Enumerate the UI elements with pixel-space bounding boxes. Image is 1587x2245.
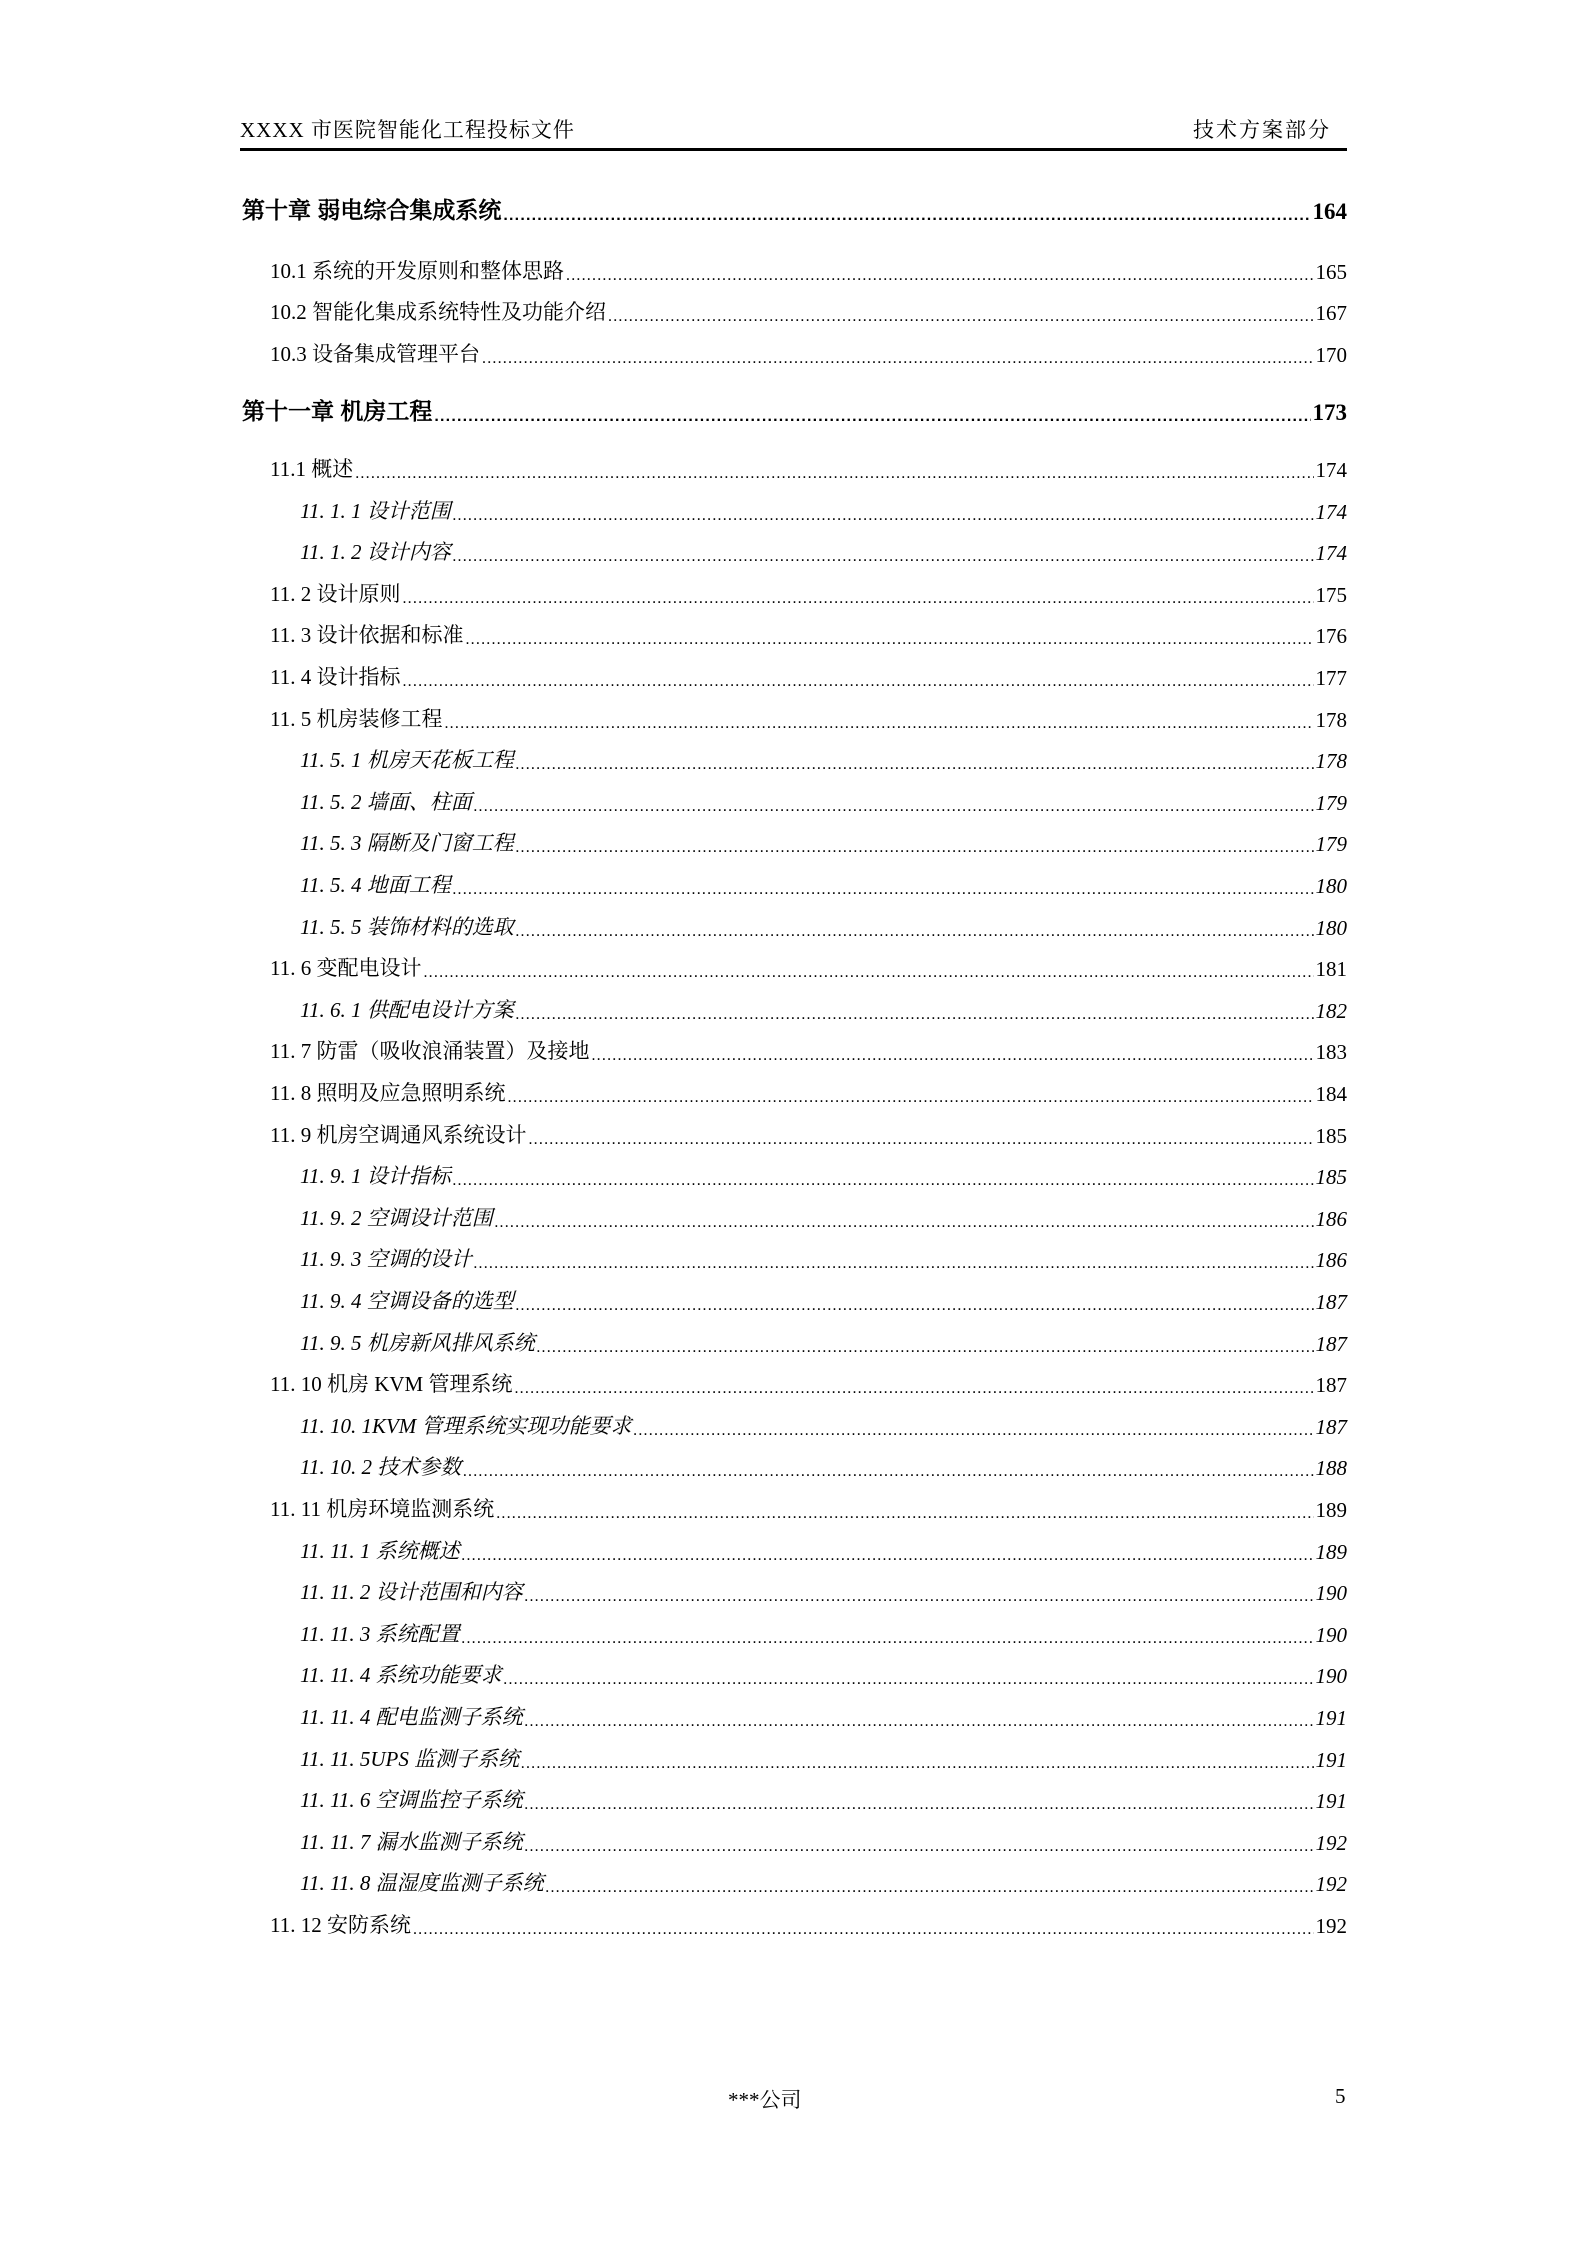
- toc-entry-title: 11. 10 机房 KVM 管理系统: [270, 1372, 513, 1397]
- toc-entry[interactable]: [242, 1160, 1347, 1190]
- toc-entry[interactable]: [242, 1659, 1347, 1689]
- toc-entry-title: 11. 11 机房环境监测系统: [270, 1497, 495, 1521]
- toc-entry[interactable]: [242, 1243, 1347, 1273]
- toc-entry-title: 11. 11. 8 温湿度监测子系统: [300, 1871, 544, 1896]
- dot-leader: [525, 1792, 1314, 1814]
- toc-entry[interactable]: [242, 1576, 1347, 1606]
- toc-entry-page-number: 174: [1315, 499, 1347, 524]
- toc-entry-page-number: 191: [1315, 1747, 1347, 1772]
- toc-entry-page-number: 190: [1315, 1664, 1347, 1689]
- toc-entry[interactable]: [242, 1451, 1347, 1481]
- toc-entry-page-number: 188: [1315, 1456, 1347, 1481]
- toc-entry-title: 11. 5. 4 地面工程: [300, 873, 451, 897]
- toc-entry[interactable]: [242, 1743, 1347, 1773]
- dot-leader: [402, 669, 1313, 691]
- toc-entry-title: 11. 11. 1 系统概述: [300, 1538, 460, 1563]
- toc-entry-page-number: 182: [1315, 998, 1347, 1023]
- page-header: [240, 112, 1347, 151]
- toc-entry-page-number: 186: [1315, 1248, 1347, 1273]
- dot-leader: [546, 1875, 1314, 1897]
- toc-entry-title: 11.1 概述: [270, 457, 354, 481]
- toc-entry-page-number: 187: [1315, 1290, 1347, 1314]
- toc-entry[interactable]: [242, 1909, 1347, 1939]
- toc-entry-title: 11. 4 设计指标: [270, 665, 401, 689]
- toc-entry[interactable]: [242, 195, 1347, 225]
- toc-entry[interactable]: [242, 952, 1347, 982]
- dot-leader: [465, 627, 1313, 649]
- toc-entry[interactable]: [242, 1410, 1347, 1440]
- dot-leader: [516, 835, 1314, 857]
- dot-leader: [402, 586, 1313, 608]
- dot-leader: [474, 1251, 1314, 1273]
- dot-leader: [516, 752, 1314, 774]
- toc-entry[interactable]: [242, 1493, 1347, 1523]
- toc-entry[interactable]: [242, 1618, 1347, 1648]
- toc-entry-title: 11. 5. 2 墙面、柱面: [300, 789, 472, 814]
- toc-entry-title: 11. 11. 5UPS 监测子系统: [300, 1746, 520, 1771]
- toc-entry-title: 11. 5. 5 装饰材料的选取: [300, 914, 514, 939]
- toc-entry[interactable]: [242, 786, 1347, 816]
- toc-entry-page-number: 176: [1315, 624, 1347, 649]
- toc-entry[interactable]: [242, 619, 1347, 649]
- toc-entry-title: 11. 7 防雷（吸收浪涌装置）及接地: [270, 1039, 590, 1064]
- toc-entry[interactable]: [242, 1826, 1347, 1856]
- toc-entry[interactable]: [242, 1368, 1347, 1398]
- toc-entry-page-number: 177: [1315, 666, 1347, 690]
- dot-leader: [462, 1543, 1314, 1565]
- toc-entry[interactable]: [242, 255, 1347, 285]
- dot-leader: [423, 960, 1313, 982]
- toc-entry-page-number: 183: [1315, 1040, 1347, 1065]
- toc-entry-page-number: 181: [1315, 957, 1347, 982]
- dot-leader: [434, 404, 1310, 426]
- toc-entry[interactable]: [242, 827, 1347, 857]
- toc-entry[interactable]: [242, 869, 1347, 899]
- toc-entry[interactable]: [242, 1327, 1347, 1357]
- dot-leader: [521, 1751, 1313, 1773]
- toc-entry-page-number: 167: [1315, 301, 1347, 325]
- dot-leader: [516, 1293, 1314, 1315]
- dot-leader: [444, 711, 1313, 733]
- toc-entry[interactable]: [242, 296, 1347, 326]
- toc-entry-title: 11. 11. 7 漏水监测子系统: [300, 1829, 523, 1854]
- dot-leader: [537, 1335, 1314, 1357]
- toc-entry[interactable]: [242, 744, 1347, 774]
- dot-leader: [525, 1584, 1314, 1606]
- toc-entry-page-number: 178: [1315, 707, 1347, 732]
- toc-entry-page-number: 164: [1312, 199, 1347, 224]
- toc-entry-page-number: 179: [1315, 790, 1347, 815]
- dot-leader: [525, 1709, 1314, 1731]
- toc-entry-title: 11. 9. 1 设计指标: [300, 1164, 451, 1189]
- toc-entry-title: 11. 9 机房空调通风系统设计: [270, 1122, 527, 1147]
- toc-entry[interactable]: [242, 1701, 1347, 1731]
- toc-entry-title: 11. 9. 4 空调设备的选型: [300, 1289, 514, 1313]
- toc-entry-page-number: 178: [1315, 749, 1347, 774]
- footer-page-number: 5: [1335, 2084, 1346, 2108]
- toc-entry[interactable]: [242, 1119, 1347, 1149]
- dot-leader: [355, 461, 1313, 483]
- toc-entry-title: 第十章 弱电综合集成系统: [242, 197, 502, 223]
- toc-entry[interactable]: [242, 1535, 1347, 1565]
- toc-entry-title: 11. 5 机房装修工程: [270, 706, 443, 731]
- toc-entry[interactable]: [242, 453, 1347, 483]
- toc-entry-page-number: 192: [1315, 1872, 1347, 1897]
- dot-leader: [591, 1043, 1313, 1065]
- dot-leader: [453, 1168, 1314, 1190]
- dot-leader: [525, 1834, 1314, 1856]
- toc-entry[interactable]: [242, 911, 1347, 941]
- toc-entry-title: 11. 6 变配电设计: [270, 956, 422, 981]
- toc-entry[interactable]: [242, 396, 1347, 426]
- toc-entry[interactable]: [242, 536, 1347, 566]
- toc-entry[interactable]: [242, 1202, 1347, 1232]
- toc-entry-title: 10.1 系统的开发原则和整体思路: [270, 259, 564, 283]
- toc-entry-page-number: 187: [1315, 1414, 1347, 1439]
- toc-entry-title: 11. 10. 2 技术参数: [300, 1455, 462, 1480]
- toc-entry-page-number: 184: [1315, 1082, 1347, 1106]
- toc-entry-title: 11. 12 安防系统: [270, 1913, 411, 1937]
- dot-leader: [453, 503, 1314, 525]
- toc-entry-page-number: 191: [1315, 1789, 1347, 1814]
- toc-entry-page-number: 187: [1315, 1331, 1347, 1356]
- toc-entry-title: 11. 3 设计依据和标准: [270, 623, 464, 648]
- toc-entry-title: 10.2 智能化集成系统特性及功能介绍: [270, 300, 606, 324]
- toc-entry[interactable]: [242, 1285, 1347, 1315]
- toc-entry[interactable]: [242, 994, 1347, 1024]
- toc-entry[interactable]: [242, 495, 1347, 525]
- dot-leader: [507, 1085, 1313, 1107]
- dot-leader: [453, 544, 1314, 566]
- toc-entry[interactable]: [242, 703, 1347, 733]
- toc-entry-page-number: 165: [1315, 260, 1347, 284]
- toc-entry[interactable]: [242, 578, 1347, 608]
- toc-entry-title: 第十一章 机房工程: [242, 398, 433, 424]
- toc-entry-title: 11. 10. 1KVM 管理系统实现功能要求: [300, 1413, 632, 1438]
- toc-entry-title: 11. 2 设计原则: [270, 581, 401, 606]
- toc-entry-title: 11. 11. 6 空调监控子系统: [300, 1788, 523, 1813]
- dot-leader: [608, 304, 1314, 326]
- toc-entry-page-number: 170: [1315, 343, 1347, 367]
- toc-entry-title: 11. 6. 1 供配电设计方案: [300, 997, 514, 1022]
- toc-entry-page-number: 190: [1315, 1622, 1347, 1647]
- dot-leader: [496, 1501, 1313, 1523]
- dot-leader: [495, 1210, 1314, 1232]
- toc-entry-page-number: 179: [1315, 832, 1347, 857]
- toc-entry-title: 11. 9. 2 空调设计范围: [300, 1205, 493, 1230]
- toc-entry-page-number: 190: [1315, 1581, 1347, 1606]
- toc-entry[interactable]: [242, 1077, 1347, 1107]
- toc-entry-title: 11. 1. 1 设计范围: [300, 498, 451, 523]
- toc-entry-page-number: 185: [1315, 1165, 1347, 1190]
- toc-entry-page-number: 175: [1315, 582, 1347, 607]
- toc-entry-title: 11. 9. 3 空调的设计: [300, 1247, 472, 1272]
- document-title: XXXX 市医院智能化工程投标文件: [240, 118, 575, 142]
- dot-leader: [516, 1002, 1314, 1024]
- toc-entry-title: 11. 1. 2 设计内容: [300, 540, 451, 565]
- dot-leader: [528, 1127, 1313, 1149]
- toc-entry-title: 11. 5. 3 隔断及门窗工程: [300, 831, 514, 856]
- dot-leader: [514, 1376, 1313, 1398]
- dot-leader: [463, 1459, 1313, 1481]
- toc-entry-page-number: 192: [1315, 1914, 1347, 1938]
- toc-entry-page-number: 187: [1315, 1373, 1347, 1398]
- toc-entry-page-number: 174: [1315, 458, 1347, 482]
- toc-entry-page-number: 180: [1315, 874, 1347, 898]
- toc-entry-page-number: 174: [1315, 541, 1347, 566]
- toc-entry[interactable]: [242, 338, 1347, 368]
- dot-leader: [413, 1917, 1314, 1939]
- toc-entry[interactable]: [242, 661, 1347, 691]
- toc-entry-title: 11. 9. 5 机房新风排风系统: [300, 1330, 535, 1355]
- footer-company: ***公司: [728, 2088, 802, 2112]
- toc-entry-page-number: 191: [1315, 1706, 1347, 1730]
- toc-entry-title: 11. 11. 2 设计范围和内容: [300, 1580, 523, 1605]
- toc-entry-page-number: 185: [1315, 1123, 1347, 1148]
- toc-entry-page-number: 189: [1315, 1539, 1347, 1564]
- toc-entry-page-number: 180: [1315, 915, 1347, 940]
- toc-entry-title: 11. 8 照明及应急照明系统: [270, 1081, 506, 1105]
- dot-leader: [634, 1418, 1314, 1440]
- dot-leader: [504, 1667, 1314, 1689]
- toc-entry-title: 10.3 设备集成管理平台: [270, 342, 480, 366]
- toc-entry-page-number: 186: [1315, 1206, 1347, 1231]
- toc-entry-page-number: 192: [1315, 1830, 1347, 1855]
- dot-leader: [566, 263, 1314, 285]
- toc-entry-title: 11. 5. 1 机房天花板工程: [300, 748, 514, 773]
- toc-entry-title: 11. 11. 4 系统功能要求: [300, 1663, 502, 1688]
- dot-leader: [453, 877, 1314, 899]
- toc-entry-title: 11. 11. 3 系统配置: [300, 1621, 460, 1646]
- toc-entry[interactable]: [242, 1784, 1347, 1814]
- dot-leader: [503, 203, 1310, 225]
- toc-entry-page-number: 173: [1312, 400, 1347, 425]
- toc-entry[interactable]: [242, 1035, 1347, 1065]
- toc-entry-page-number: 189: [1315, 1498, 1347, 1522]
- dot-leader: [516, 919, 1314, 941]
- dot-leader: [462, 1626, 1314, 1648]
- dot-leader: [482, 346, 1314, 368]
- toc-entry[interactable]: [242, 1867, 1347, 1897]
- section-title: 技术方案部分: [1193, 118, 1331, 142]
- toc-entry-title: 11. 11. 4 配电监测子系统: [300, 1705, 523, 1729]
- dot-leader: [474, 794, 1314, 816]
